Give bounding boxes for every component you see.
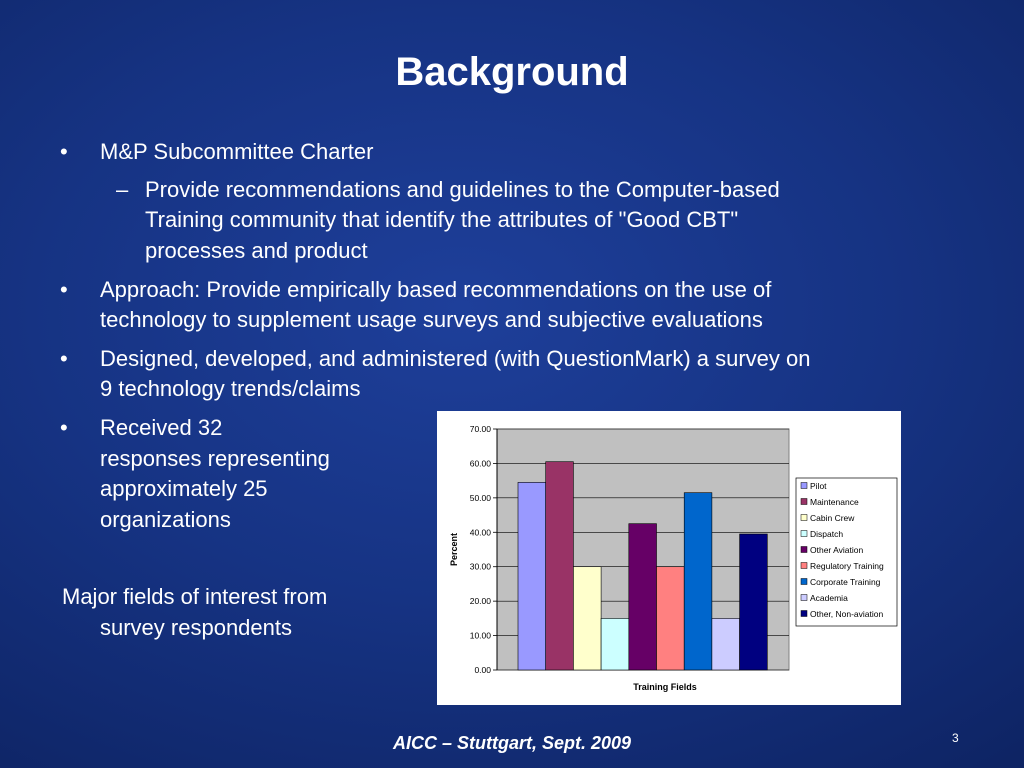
legend-swatch <box>801 547 807 553</box>
y-tick-label: 30.00 <box>469 561 491 572</box>
bullet-approach-line-1: Approach: Provide empirically based recommendations on the use of <box>100 277 772 302</box>
page-number: 3 <box>952 731 959 745</box>
y-tick-label: 10.00 <box>469 630 491 641</box>
legend-swatch <box>801 563 807 569</box>
legend-label: Regulatory Training <box>810 561 884 571</box>
legend-swatch <box>801 531 807 537</box>
y-tick-label: 50.00 <box>469 492 491 503</box>
y-tick-label: 20.00 <box>469 596 491 607</box>
bullet-marker: • <box>60 139 68 164</box>
legend <box>796 478 897 626</box>
bullet-designed-line-2: 9 technology trends/claims <box>100 376 361 401</box>
y-tick-label: 70.00 <box>469 424 491 434</box>
bar-pilot <box>518 482 546 670</box>
bar-chart <box>437 411 901 705</box>
bullet-received-line-4: organizations <box>100 507 231 532</box>
bar-other-non-aviation <box>740 534 768 670</box>
bullet-received-line-1: Received 32 <box>100 415 223 440</box>
legend-label: Other, Non-aviation <box>810 609 884 619</box>
legend-label: Corporate Training <box>810 577 881 587</box>
legend-swatch <box>801 499 807 505</box>
bar-academia <box>712 618 740 670</box>
bullet-marker: • <box>60 277 68 302</box>
sub-bullet-line-1: Provide recommendations and guidelines to the Computer-based <box>145 177 780 202</box>
bar-regulatory-training <box>657 567 685 670</box>
legend-label: Academia <box>810 593 848 603</box>
bar-other-aviation <box>629 524 657 670</box>
y-axis-label: Percent <box>449 532 459 567</box>
bullet-marker: • <box>60 415 68 440</box>
legend-label: Cabin Crew <box>810 513 855 523</box>
bullet-approach-line-2: technology to supplement usage surveys and subjective evaluations <box>100 307 763 332</box>
footer-text: AICC – Stuttgart, Sept. 2009 <box>392 733 632 753</box>
sub-bullet-line-2: Training community that identify the attributes of "Good CBT" <box>145 207 739 232</box>
legend-swatch <box>801 483 807 489</box>
bar-chart-svg <box>437 411 901 705</box>
major-fields-line-1: Major fields of interest from <box>62 584 328 609</box>
bullet-charter: M&P Subcommittee Charter <box>100 139 374 164</box>
y-tick-label: 60.00 <box>469 458 491 469</box>
bullet-designed-line-1: Designed, developed, and administered (with QuestionMark) a survey on <box>100 346 811 371</box>
legend-swatch <box>801 515 807 521</box>
bar-cabin-crew <box>573 567 601 670</box>
sub-bullet-marker: – <box>116 177 129 202</box>
legend-swatch <box>801 595 807 601</box>
bullet-received-line-2: responses representing <box>100 446 330 471</box>
major-fields-line-2: survey respondents <box>100 615 292 640</box>
slide-title: Background <box>395 50 629 94</box>
bar-corporate-training <box>684 493 712 670</box>
legend-label: Maintenance <box>810 497 859 507</box>
y-tick-labels <box>470 424 492 675</box>
bar-maintenance <box>546 462 574 670</box>
y-tick-label: 0.00 <box>474 665 491 675</box>
legend-label: Dispatch <box>810 529 844 539</box>
bullet-received-line-3: approximately 25 <box>100 476 268 501</box>
sub-bullet-line-3: processes and product <box>145 238 368 263</box>
bar-dispatch <box>601 618 629 670</box>
x-axis-label: Training Fields <box>633 682 697 692</box>
legend-swatch <box>801 611 807 617</box>
legend-swatch <box>801 579 807 585</box>
legend-label: Pilot <box>810 481 827 491</box>
y-tick-label: 40.00 <box>469 527 491 538</box>
legend-label: Other Aviation <box>810 545 864 555</box>
bullet-marker: • <box>60 346 68 371</box>
